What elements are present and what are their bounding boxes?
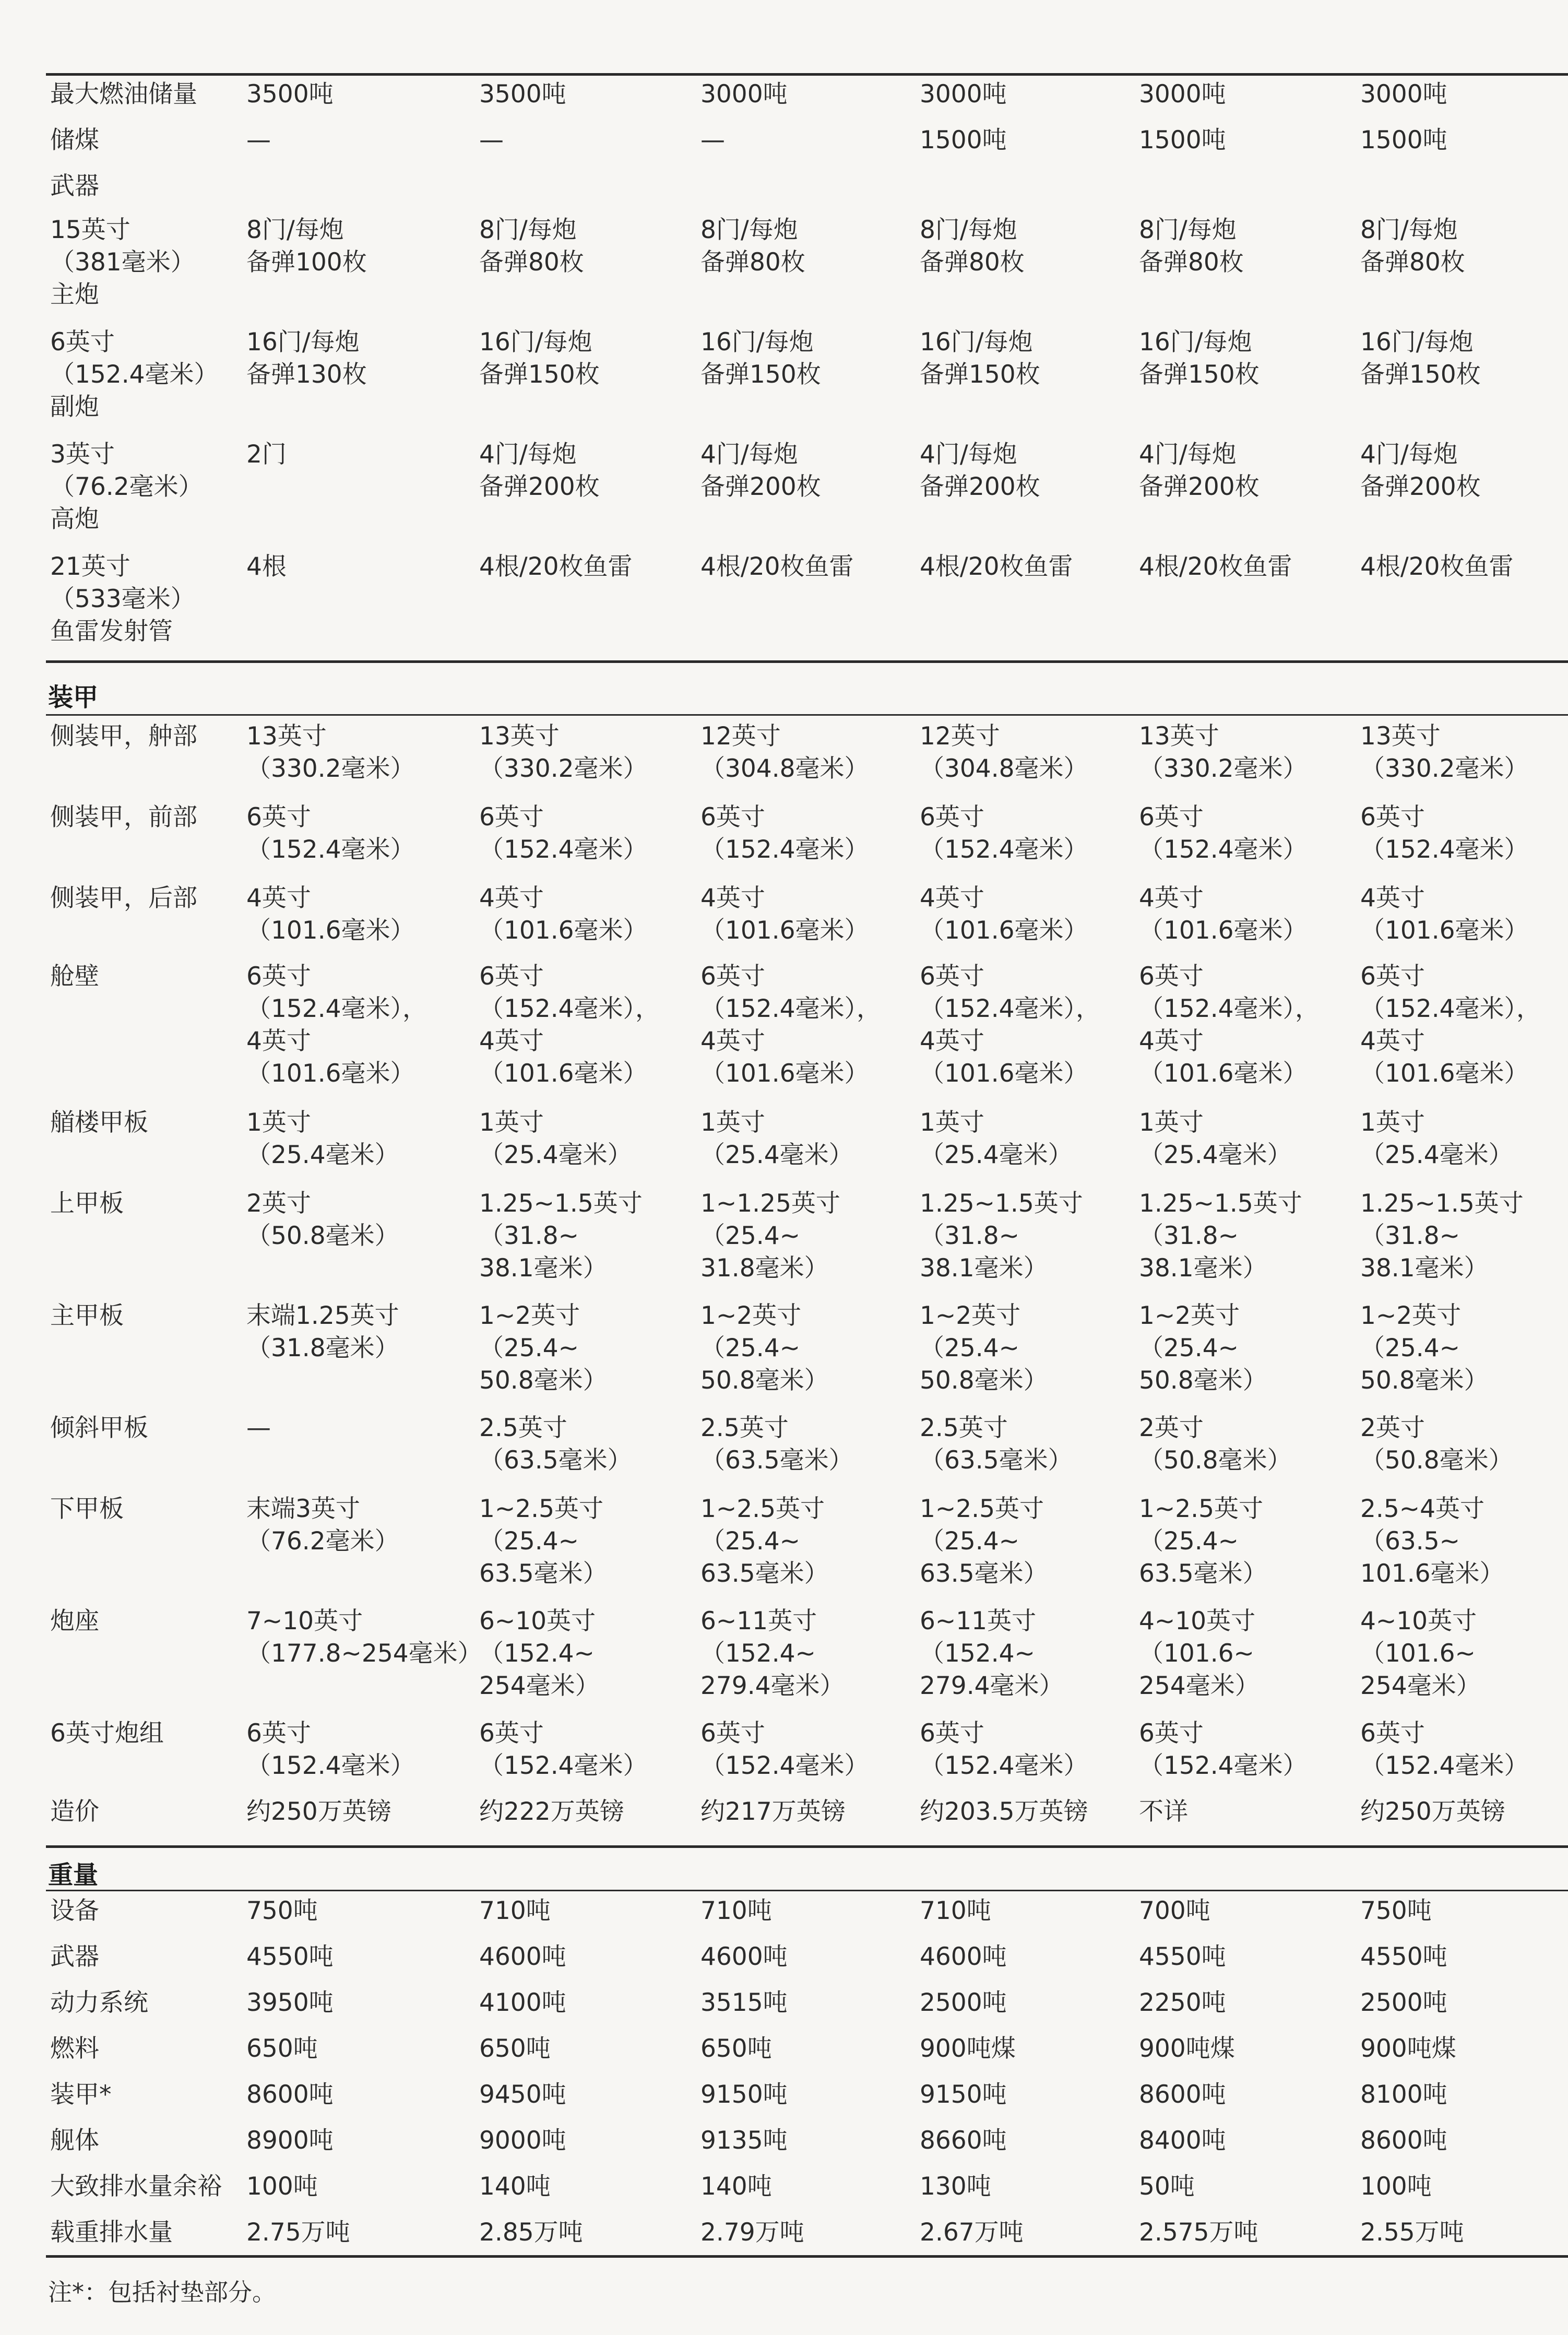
table-cell: 4英寸 （101.6毫米） <box>920 884 1088 945</box>
table-cell: 2英寸 （50.8毫米） <box>1360 1414 1513 1475</box>
table-cell: 2250吨 <box>1139 1988 1226 2017</box>
table-row <box>46 961 1568 1107</box>
table-cell: 1~2.5英寸 （25.4~ 63.5毫米） <box>479 1495 608 1588</box>
table-cell: 3000吨 <box>1139 80 1226 109</box>
table-cell: 2.75万吨 <box>246 2218 350 2247</box>
row-label: 造价 <box>50 1797 99 1826</box>
table-cell: 16门/每炮 备弹150枚 <box>479 328 600 389</box>
table-cell: 12英寸 （304.8毫米） <box>700 722 869 783</box>
table-cell: 6英寸 （152.4毫米） <box>920 803 1088 864</box>
table-cell: 4根/20枚鱼雷 <box>700 552 854 581</box>
table-cell: — <box>246 1414 271 1442</box>
table-cell: 4门/每炮 备弹200枚 <box>920 440 1040 501</box>
table-row <box>46 1107 1568 1188</box>
table-cell: 650吨 <box>700 2034 772 2063</box>
table-cell: 6英寸 （152.4毫米）， 4英寸 （101.6毫米） <box>920 962 1101 1088</box>
table-row <box>46 2125 1568 2171</box>
table-cell: 16门/每炮 备弹150枚 <box>700 328 821 389</box>
table-cell: 8门/每炮 备弹80枚 <box>1139 216 1244 277</box>
table-row <box>46 214 1568 326</box>
table-cell: 3950吨 <box>246 1988 334 2017</box>
table-row <box>46 2033 1568 2079</box>
table-cell: 4~10英寸 （101.6~ 254毫米） <box>1139 1607 1260 1700</box>
table-cell: 6英寸 （152.4毫米） <box>479 803 648 864</box>
table-cell: 6英寸 （152.4毫米） <box>479 1719 648 1780</box>
table-cell: 8600吨 <box>1360 2126 1447 2155</box>
table-cell: 2英寸 （50.8毫米） <box>1139 1414 1292 1475</box>
table-cell: 1~2英寸 （25.4~ 50.8毫米） <box>920 1301 1048 1395</box>
table-cell: 1~2.5英寸 （25.4~ 63.5毫米） <box>1139 1495 1267 1588</box>
table-cell: 1.25~1.5英寸 （31.8~ 38.1毫米） <box>1139 1189 1302 1283</box>
table-cell: 1英寸 （25.4毫米） <box>920 1108 1073 1169</box>
table-cell: 6英寸 （152.4毫米） <box>1139 803 1308 864</box>
row-label: 武器 <box>50 172 99 200</box>
bottom-rule <box>46 2255 1568 2258</box>
table-cell: 4门/每炮 备弹200枚 <box>479 440 600 501</box>
table-cell: 4门/每炮 备弹200枚 <box>700 440 821 501</box>
armor-table <box>46 720 1568 1838</box>
table-cell: 1500吨 <box>1139 126 1226 155</box>
table-row <box>46 1717 1568 1796</box>
row-label: 载重排水量 <box>50 2218 173 2247</box>
table-cell: 710吨 <box>479 1897 551 1925</box>
table-cell: 1.25~1.5英寸 （31.8~ 38.1毫米） <box>479 1189 643 1283</box>
table-cell: 约222万英镑 <box>479 1797 624 1826</box>
table-cell: 约250万英镑 <box>246 1797 391 1826</box>
table-cell: 8门/每炮 备弹100枚 <box>246 216 367 277</box>
table-cell: 2英寸 （50.8毫米） <box>246 1189 399 1250</box>
table-row <box>46 1412 1568 1493</box>
table-cell: 1英寸 （25.4毫米） <box>246 1108 399 1169</box>
table-cell: 100吨 <box>246 2172 318 2201</box>
table-cell: 4根/20枚鱼雷 <box>1139 552 1292 581</box>
table-row <box>46 801 1568 882</box>
table-row <box>46 1796 1568 1838</box>
table-cell: 4550吨 <box>1139 1942 1226 1971</box>
table-cell: — <box>246 126 271 155</box>
table-cell: 4100吨 <box>479 1988 566 2017</box>
table-cell: 6~10英寸 （152.4~ 254毫米） <box>479 1607 600 1700</box>
table-cell: 4英寸 （101.6毫米） <box>479 884 648 945</box>
table-cell: 4550吨 <box>246 1942 334 1971</box>
row-label: 上甲板 <box>50 1189 124 1218</box>
table-cell: 3000吨 <box>700 80 788 109</box>
table-cell: 2门 <box>246 440 287 469</box>
table-cell: 6英寸 （152.4毫米） <box>1139 1719 1308 1780</box>
table-cell: 140吨 <box>479 2172 551 2201</box>
table-cell: 4英寸 （101.6毫米） <box>1360 884 1529 945</box>
table-cell: 3000吨 <box>920 80 1007 109</box>
table-cell: 140吨 <box>700 2172 772 2201</box>
table-cell: 4根/20枚鱼雷 <box>479 552 633 581</box>
table-cell: 8门/每炮 备弹80枚 <box>479 216 584 277</box>
table-cell: 4英寸 （101.6毫米） <box>246 884 415 945</box>
table-cell: 2.5英寸 （63.5毫米） <box>700 1414 853 1475</box>
table-row <box>46 124 1568 170</box>
table-row <box>46 882 1568 961</box>
table-cell <box>246 170 479 214</box>
table-cell <box>1360 170 1568 214</box>
table-row <box>46 78 1568 124</box>
table-cell: 1英寸 （25.4毫米） <box>1360 1108 1513 1169</box>
row-label: 舰体 <box>50 2126 99 2155</box>
table-cell: 130吨 <box>920 2172 991 2201</box>
table-cell: 3500吨 <box>246 80 334 109</box>
table-cell: 6~11英寸 （152.4~ 279.4毫米） <box>700 1607 845 1700</box>
table-row <box>46 1987 1568 2033</box>
row-label: 大致排水量余裕 <box>50 2172 222 2201</box>
weight-table <box>46 1895 1568 2258</box>
table-cell: 4英寸 （101.6毫米） <box>700 884 869 945</box>
row-label: 动力系统 <box>50 1988 148 2017</box>
table-cell: 末端3英寸 （76.2毫米） <box>246 1495 399 1556</box>
table-cell: 6英寸 （152.4毫米） <box>700 803 869 864</box>
table-cell: 50吨 <box>1139 2172 1195 2201</box>
table-cell: 13英寸 （330.2毫米） <box>246 722 415 783</box>
table-cell: 710吨 <box>920 1897 991 1925</box>
row-label: 炮座 <box>50 1607 99 1635</box>
table-cell: 4600吨 <box>920 1942 1007 1971</box>
table-cell: 750吨 <box>246 1897 318 1925</box>
row-label: 下甲板 <box>50 1495 124 1523</box>
table-cell: 4根 <box>246 552 287 581</box>
row-label: 主甲板 <box>50 1301 124 1330</box>
weight-section-title: 重量 <box>48 1860 99 1890</box>
table-cell: 16门/每炮 备弹150枚 <box>920 328 1040 389</box>
row-label: 6英寸 （152.4毫米） 副炮 <box>50 328 219 421</box>
table-row <box>46 326 1568 438</box>
table-row <box>46 1300 1568 1412</box>
table-cell: 8900吨 <box>246 2126 334 2155</box>
table-cell: 6英寸 （152.4毫米）， 4英寸 （101.6毫米） <box>700 962 882 1088</box>
specs-table-top <box>46 78 1568 658</box>
table-cell: 4~10英寸 （101.6~ 254毫米） <box>1360 1607 1481 1700</box>
table-cell: 6英寸 （152.4毫米） <box>700 1719 869 1780</box>
table-cell <box>700 170 920 214</box>
table-cell: 8660吨 <box>920 2126 1007 2155</box>
table-cell: 2500吨 <box>920 1988 1007 2017</box>
table-cell: 约217万英镑 <box>700 1797 846 1826</box>
row-label: 15英寸 （381毫米） 主炮 <box>50 216 195 309</box>
table-cell: 1~2英寸 （25.4~ 50.8毫米） <box>1139 1301 1267 1395</box>
table-cell: 8门/每炮 备弹80枚 <box>1360 216 1465 277</box>
table-cell: 4550吨 <box>1360 1942 1447 1971</box>
table-cell: 710吨 <box>700 1897 772 1925</box>
table-cell: 1500吨 <box>920 126 1007 155</box>
row-label: 21英寸 （533毫米） 鱼雷发射管 <box>50 552 195 646</box>
table-cell: 2.67万吨 <box>920 2218 1024 2247</box>
table-row <box>46 551 1568 658</box>
table-cell: 8400吨 <box>1139 2126 1226 2155</box>
table-row <box>46 1188 1568 1300</box>
table-cell: — <box>700 126 725 155</box>
row-label: 侧装甲，前部 <box>50 803 197 832</box>
armor-rule-bottom <box>46 714 1568 716</box>
row-label: 装甲* <box>50 2080 112 2109</box>
table-cell: 13英寸 （330.2毫米） <box>1139 722 1308 783</box>
table-cell: 4根/20枚鱼雷 <box>1360 552 1514 581</box>
table-cell: 6英寸 （152.4毫米） <box>246 803 415 864</box>
row-label: 燃料 <box>50 2034 99 2063</box>
table-cell: 9135吨 <box>700 2126 788 2155</box>
table-cell: 100吨 <box>1360 2172 1432 2201</box>
table-cell: 9150吨 <box>700 2080 788 2109</box>
row-label: 6英寸炮组 <box>50 1719 164 1748</box>
table-cell: 8600吨 <box>246 2080 334 2109</box>
table-cell: 2.575万吨 <box>1139 2218 1258 2247</box>
table-row <box>46 1895 1568 1941</box>
table-cell: 13英寸 （330.2毫米） <box>479 722 648 783</box>
table-cell: 2.5英寸 （63.5毫米） <box>920 1414 1073 1475</box>
table-row <box>46 1941 1568 1987</box>
table-cell: 6英寸 （152.4毫米）， 4英寸 （101.6毫米） <box>246 962 427 1088</box>
table-cell: 6~11英寸 （152.4~ 279.4毫米） <box>920 1607 1064 1700</box>
armor-rule-top <box>46 660 1568 663</box>
table-cell: 4600吨 <box>700 1942 788 1971</box>
table-cell: 4600吨 <box>479 1942 566 1971</box>
table-cell: 2.55万吨 <box>1360 2218 1464 2247</box>
top-rule <box>46 73 1568 76</box>
table-cell: 6英寸 （152.4毫米） <box>920 1719 1088 1780</box>
table-cell: 3515吨 <box>700 1988 788 2017</box>
table-cell: 1~2英寸 （25.4~ 50.8毫米） <box>479 1301 608 1395</box>
table-cell <box>1139 170 1360 214</box>
table-cell: 650吨 <box>246 2034 318 2063</box>
table-cell: 650吨 <box>479 2034 551 2063</box>
table-cell: 3500吨 <box>479 80 566 109</box>
table-row <box>46 2079 1568 2125</box>
table-cell: 750吨 <box>1360 1897 1432 1925</box>
table-cell: 约250万英镑 <box>1360 1797 1505 1826</box>
row-label: 武器 <box>50 1942 99 1971</box>
row-label: 设备 <box>50 1897 99 1925</box>
table-cell: 8门/每炮 备弹80枚 <box>920 216 1025 277</box>
table-cell: 1500吨 <box>1360 126 1447 155</box>
table-cell: 2.5英寸 （63.5毫米） <box>479 1414 632 1475</box>
table-cell: 6英寸 （152.4毫米）， 4英寸 （101.6毫米） <box>479 962 660 1088</box>
table-cell: 1.25~1.5英寸 （31.8~ 38.1毫米） <box>1360 1189 1524 1283</box>
table-cell: 不详 <box>1139 1797 1188 1826</box>
table-cell: 6英寸 （152.4毫米） <box>1360 1719 1529 1780</box>
table-cell: 16门/每炮 备弹150枚 <box>1139 328 1260 389</box>
table-cell: 2.79万吨 <box>700 2218 804 2247</box>
table-cell: 1英寸 （25.4毫米） <box>700 1108 853 1169</box>
table-cell: 1.25~1.5英寸 （31.8~ 38.1毫米） <box>920 1189 1083 1283</box>
table-cell: 2.5~4英寸 （63.5~ 101.6毫米） <box>1360 1495 1504 1588</box>
footnote: 注*：包括衬垫部分。 <box>48 2278 276 2306</box>
table-cell: 9150吨 <box>920 2080 1007 2109</box>
table-cell <box>920 170 1139 214</box>
row-label: 储煤 <box>50 126 99 155</box>
table-cell: 1~2.5英寸 （25.4~ 63.5毫米） <box>700 1495 829 1588</box>
table-cell: 1英寸 （25.4毫米） <box>1139 1108 1292 1169</box>
row-label: 3英寸 （76.2毫米） 高炮 <box>50 440 203 534</box>
table-row <box>46 2217 1568 2258</box>
table-cell: 1~1.25英寸 （25.4~ 31.8毫米） <box>700 1189 840 1283</box>
table-cell: 1~2英寸 （25.4~ 50.8毫米） <box>700 1301 829 1395</box>
row-label: 最大燃油储量 <box>50 80 197 109</box>
table-cell: 8门/每炮 备弹80枚 <box>700 216 805 277</box>
table-cell: 6英寸 （152.4毫米） <box>246 1719 415 1780</box>
table-row <box>46 1605 1568 1717</box>
weight-rule-bottom <box>46 1890 1568 1891</box>
table-cell: — <box>479 126 504 155</box>
table-row <box>46 2171 1568 2217</box>
table-cell: 900吨煤 <box>1139 2034 1235 2063</box>
table-cell: 约203.5万英镑 <box>920 1797 1088 1826</box>
table-cell: 8100吨 <box>1360 2080 1447 2109</box>
table-cell: 末端1.25英寸 （31.8毫米） <box>246 1301 399 1362</box>
table-cell: 6英寸 （152.4毫米）， 4英寸 （101.6毫米） <box>1360 962 1541 1088</box>
row-label: 侧装甲，后部 <box>50 884 197 912</box>
table-cell: 900吨煤 <box>920 2034 1016 2063</box>
table-cell: 4门/每炮 备弹200枚 <box>1139 440 1260 501</box>
table-cell: 4门/每炮 备弹200枚 <box>1360 440 1481 501</box>
table-cell: 3000吨 <box>1360 80 1447 109</box>
table-cell: 16门/每炮 备弹130枚 <box>246 328 367 389</box>
table-row <box>46 720 1568 801</box>
table-cell: 4英寸 （101.6毫米） <box>1139 884 1308 945</box>
table-cell: 2500吨 <box>1360 1988 1447 2017</box>
table-cell: 1~2英寸 （25.4~ 50.8毫米） <box>1360 1301 1489 1395</box>
table-cell: 6英寸 （152.4毫米） <box>1360 803 1529 864</box>
table-cell: 1~2.5英寸 （25.4~ 63.5毫米） <box>920 1495 1048 1588</box>
table-cell: 1英寸 （25.4毫米） <box>479 1108 632 1169</box>
table-cell <box>479 170 700 214</box>
table-cell: 4根/20枚鱼雷 <box>920 552 1073 581</box>
row-label: 舱壁 <box>50 962 99 991</box>
table-row <box>46 438 1568 551</box>
table-cell: 900吨煤 <box>1360 2034 1456 2063</box>
table-cell: 12英寸 （304.8毫米） <box>920 722 1088 783</box>
row-label: 侧装甲，舯部 <box>50 722 197 751</box>
table-cell: 9450吨 <box>479 2080 566 2109</box>
row-label: 倾斜甲板 <box>50 1414 148 1442</box>
table-cell: 700吨 <box>1139 1897 1210 1925</box>
table-cell: 9000吨 <box>479 2126 566 2155</box>
table-cell: 16门/每炮 备弹150枚 <box>1360 328 1481 389</box>
table-cell: 2.85万吨 <box>479 2218 583 2247</box>
armor-section-title: 装甲 <box>48 683 99 712</box>
table-cell: 13英寸 （330.2毫米） <box>1360 722 1529 783</box>
table-row <box>46 170 1568 214</box>
table-cell: 8600吨 <box>1139 2080 1226 2109</box>
weight-rule-top <box>46 1845 1568 1848</box>
table-cell: 7~10英寸 （177.8~254毫米） <box>246 1607 482 1668</box>
row-label: 艏楼甲板 <box>50 1108 148 1137</box>
table-cell: 6英寸 （152.4毫米）， 4英寸 （101.6毫米） <box>1139 962 1320 1088</box>
table-row <box>46 1493 1568 1605</box>
